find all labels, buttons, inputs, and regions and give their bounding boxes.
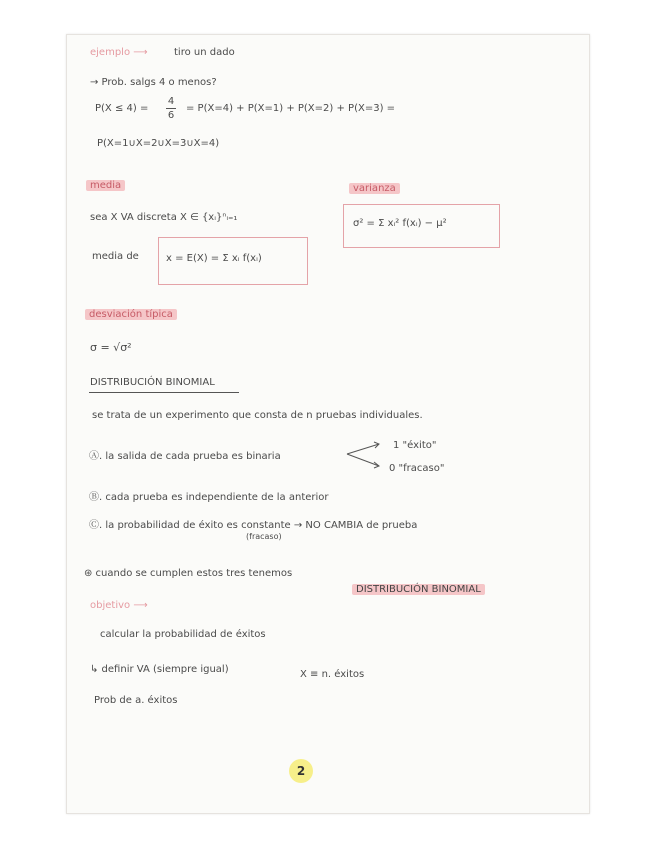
binomial-conclusion: ⊛ cuando se cumplen estos tres tenemos: [84, 568, 293, 579]
objetivo-line2: ↳ definir VA (siempre igual): [90, 664, 229, 675]
branch-fracaso: 0 "fracaso": [389, 463, 445, 474]
desviacion-heading: desviación típica: [85, 309, 177, 320]
formula-rhs: = P(X=4) + P(X=1) + P(X=2) + P(X=3) =: [186, 103, 396, 114]
media-formula: x = E(X) = Σ xᵢ f(xᵢ): [166, 253, 262, 264]
ejemplo-question: → Prob. salgs 4 o menos?: [90, 77, 217, 88]
fraction-numerator: 4: [167, 96, 175, 107]
varianza-heading: varianza: [349, 183, 400, 194]
media-definition: sea X VA discreta X ∈ {xᵢ}ⁿᵢ₌₁: [90, 212, 238, 223]
branch-exito: 1 "éxito": [393, 440, 437, 451]
formula-union: P(X=1∪X=2∪X=3∪X=4): [97, 138, 220, 149]
binomial-item-c-note: (fracaso): [246, 532, 282, 541]
page-number-badge: 2: [289, 759, 313, 783]
objetivo-line2-right: X ≡ n. éxitos: [300, 669, 365, 680]
fraction: [166, 96, 176, 121]
objetivo-line1: calcular la probabilidad de éxitos: [100, 629, 266, 640]
desviacion-formula: σ = √σ²: [90, 341, 132, 354]
binomial-item-b: Ⓑ. cada prueba es independiente de la anterior: [89, 492, 329, 503]
binomial-title-underline: [89, 392, 239, 393]
fraction-denominator: 6: [167, 110, 175, 121]
formula-lhs: P(X ≤ 4) =: [95, 103, 149, 114]
varianza-formula: σ² = Σ xᵢ² f(xᵢ) − μ²: [353, 218, 447, 229]
fraction-bar: [166, 108, 176, 109]
binomial-item-a: Ⓐ. la salida de cada prueba es binaria: [89, 451, 281, 462]
binomial-title: DISTRIBUCIÓN BINOMIAL: [90, 377, 215, 388]
binomial-intro: se trata de un experimento que consta de n pruebas individuales.: [92, 410, 423, 421]
branch-arrows-icon: [345, 440, 385, 470]
objetivo-line3: Prob de a. éxitos: [94, 695, 178, 706]
ejemplo-text: tiro un dado: [174, 47, 235, 58]
ejemplo-label: ejemplo ⟶: [90, 47, 148, 58]
binomial-item-c: Ⓒ. la probabilidad de éxito es constante → NO CAMBIA de prueba: [89, 520, 418, 531]
media-heading: media: [86, 180, 125, 191]
binomial-conclusion-highlight: DISTRIBUCIÓN BINOMIAL: [352, 584, 485, 595]
media-label: media de: [92, 251, 139, 262]
objetivo-label: objetivo ⟶: [90, 600, 148, 611]
